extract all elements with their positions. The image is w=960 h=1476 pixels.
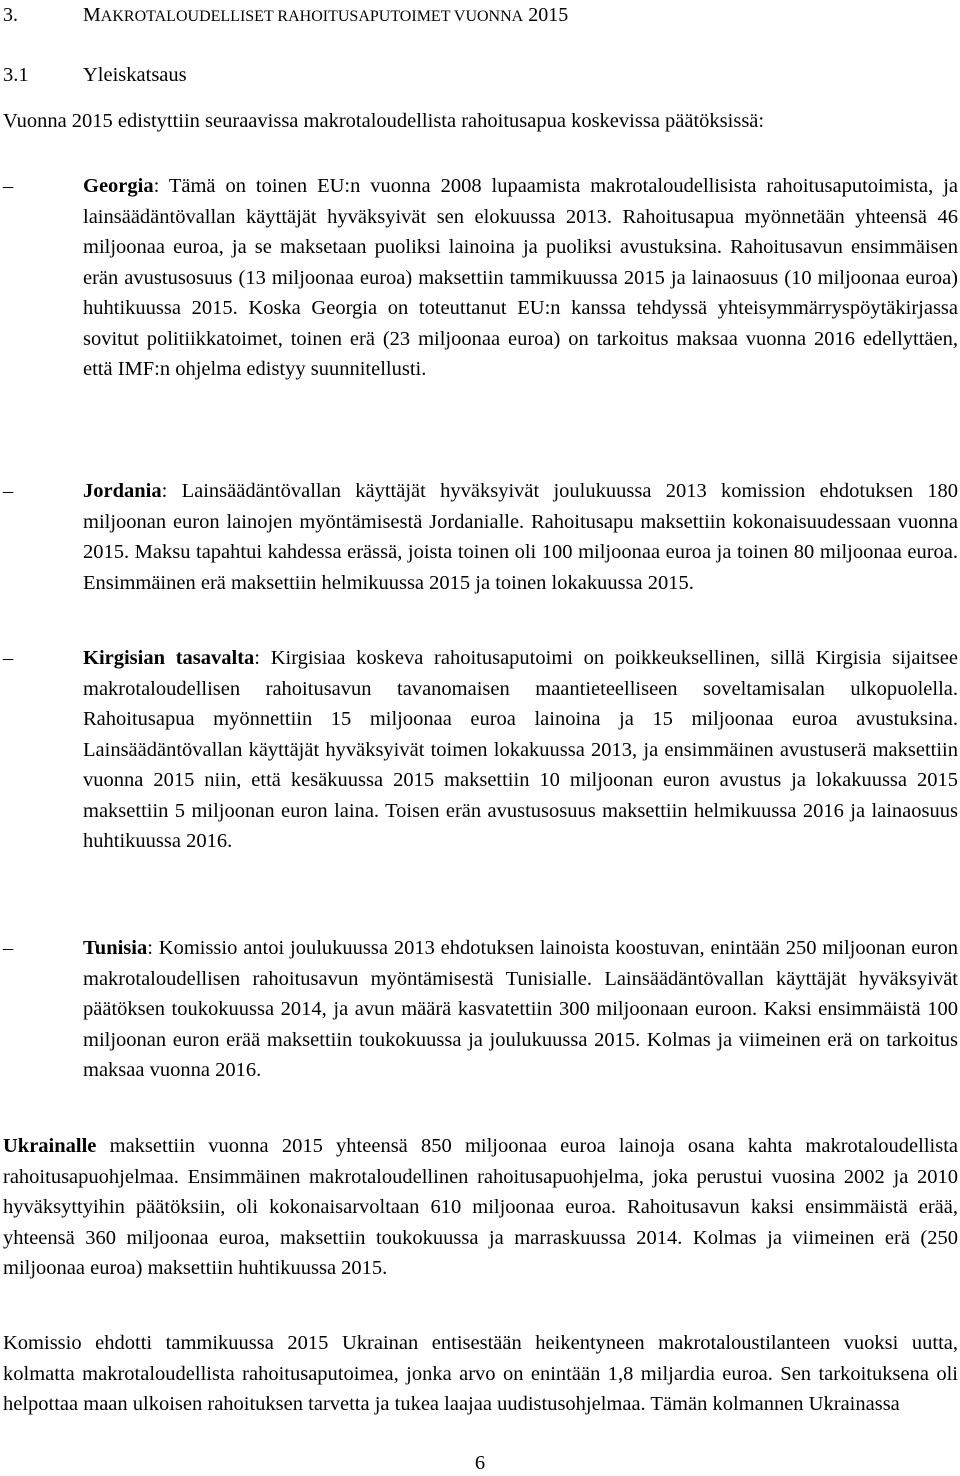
last-paragraph: Komissio ehdotti tammikuussa 2015 Ukrainan entisestään heikentyneen makrotaloustilanteen vuoksi uutta, kolmatta makrotaloudellista rahoitusaputoimea, jonka arvo on enintään 1,8 miljardia euroa. Sen tarkoituksena oli helpottaa maan ulkoisen rahoituksen tarvetta ja tukea laajaa uudistusohjelmaa. Tämän kolmannen Ukrainassa <box>3 1332 958 1415</box>
list-item-text <box>83 476 958 598</box>
bullet-dash: – <box>3 175 14 197</box>
list-item-kirgisia <box>3 643 958 857</box>
bullet-dash: – <box>3 480 14 502</box>
list-item-text <box>83 171 958 385</box>
intro-paragraph: Vuonna 2015 edistyttiin seuraavissa makrotaloudellista rahoitusapua koskevissa päätöksissä: <box>3 110 765 132</box>
section-heading <box>3 62 187 88</box>
list-item-text <box>83 643 958 857</box>
section-number: 3.1 <box>3 64 29 86</box>
list-item-tunisia <box>3 933 958 1086</box>
bullet-dash: – <box>3 647 14 669</box>
page-number: 6 <box>474 1452 486 1474</box>
chapter-title-rest: AKROTALOUDELLISET RAHOITUSAPUTOIMET VUONNA <box>100 8 524 25</box>
list-item-georgia <box>3 171 958 385</box>
list-item-title: Tunisia <box>83 937 148 959</box>
chapter-heading <box>3 2 568 30</box>
list-item-title: Georgia <box>83 175 154 197</box>
chapter-title-initial: M <box>83 4 101 26</box>
ukraine-text: maksettiin vuonna 2015 yhteensä 850 miljoonaa euroa lainoja osana kahta makrotaloudellista rahoitusapuohjelmaa. Ensimmäinen makrotaloudellinen rahoitusapuohjelma, joka perustui vuosina 2002 ja 2010 hyväksyttyihin päätöksiin, oli kokonaisarvoltaan 610 miljoonaa euroa. Rahoitusavun kaksi ensimmäistä erää, yhteensä 360 miljoonaa euroa, maksettiin toukokuussa ja marraskuussa 2014. Kolmas ja viimeinen erä (250 miljoonaa euroa) maksettiin huhtikuussa 2015. <box>3 1135 958 1279</box>
list-item-text <box>83 933 958 1086</box>
ukraine-lead: Ukrainalle <box>3 1135 97 1157</box>
bullet-dash: – <box>3 937 14 959</box>
list-item-body: : Kirgisiaa koskeva rahoitusaputoimi on poikkeuksellinen, sillä Kirgisia sijaitsee makrotaloudellisen rahoitusavun tavanomaisen maantieteelliseen soveltamisalan ulkopuolella. Rahoitusapua myönnettiin 15 miljoonaa euroa lainoina ja 15 miljoonaa euroa avustuksina. Lainsäädäntövallan käyttäjät hyväksyivät toimen lokakuussa 2013, ja ensimmäinen avustuserä maksettiin vuonna 2015 niin, että kesäkuussa 2015 maksettiin 10 miljoonan euron avustus ja lokakuussa 2015 maksettiin 5 miljoonan euron laina. Toisen erän avustusosuus maksettiin helmikuussa 2016 ja lainaosuus huhtikuussa 2016. <box>83 647 959 852</box>
list-item-body: : Lainsäädäntövallan käyttäjät hyväksyivät joulukuussa 2013 komission ehdotuksen 180 miljoonan euron lainojen myöntämisestä Jordanialle. Rahoitusapu maksettiin kokonaisuudessaan vuonna 2015. Maksu tapahtui kahdessa erässä, joista toinen oli 100 miljoonaa euroa ja toinen 80 miljoonaa euroa. Ensimmäinen erä maksettiin helmikuussa 2015 ja toinen lokakuussa 2015. <box>83 480 958 594</box>
list-item-title: Kirgisian tasavalta <box>83 647 255 669</box>
ukraine-paragraph <box>3 1131 958 1284</box>
chapter-title-year: 2015 <box>528 4 569 26</box>
list-item-body: : Tämä on toinen EU:n vuonna 2008 lupaamista makrotaloudellisista rahoitusaputoimista, ja lainsäädäntövallan käyttäjät hyväksyivät sen elokuussa 2013. Rahoitusapua myönnetään yhteensä 46 miljoonaa euroa, ja se maksetaan puoliksi lainoina ja puoliksi avustuksina. Rahoitusavun ensimmäisen erän avustusosuus (13 miljoonaa euroa) maksettiin tammikuussa 2015 ja lainaosuus (10 miljoonaa euroa) huhtikuussa 2015. Koska Georgia on toteuttanut EU:n kanssa tehdyssä yhteisymmärryspöytäkirjassa sovitut politiikkatoimet, toinen erä (23 miljoonaa euroa) on tarkoitus maksaa vuonna 2016 edellyttäen, että IMF:n ohjelma edistyy suunnitellusti. <box>83 175 958 380</box>
section-title: Yleiskatsaus <box>83 64 187 86</box>
list-item-jordania <box>3 476 958 598</box>
list-item-body: : Komissio antoi joulukuussa 2013 ehdotuksen lainoista koostuvan, enintään 250 miljoonan euron makrotaloudellisen rahoitusavun myöntämisestä Tunisialle. Lainsäädäntövallan käyttäjät hyväksyivät päätöksen toukokuussa 2014, ja avun määrä kasvatettiin 300 miljoonaan euroon. Kaksi ensimmäistä 100 miljoonan euron erää maksettiin toukokuussa ja joulukuussa 2015. Kolmas ja viimeinen erä on tarkoitus maksaa vuonna 2016. <box>83 937 958 1081</box>
list-item-title: Jordania <box>83 480 162 502</box>
chapter-number: 3. <box>3 4 18 26</box>
